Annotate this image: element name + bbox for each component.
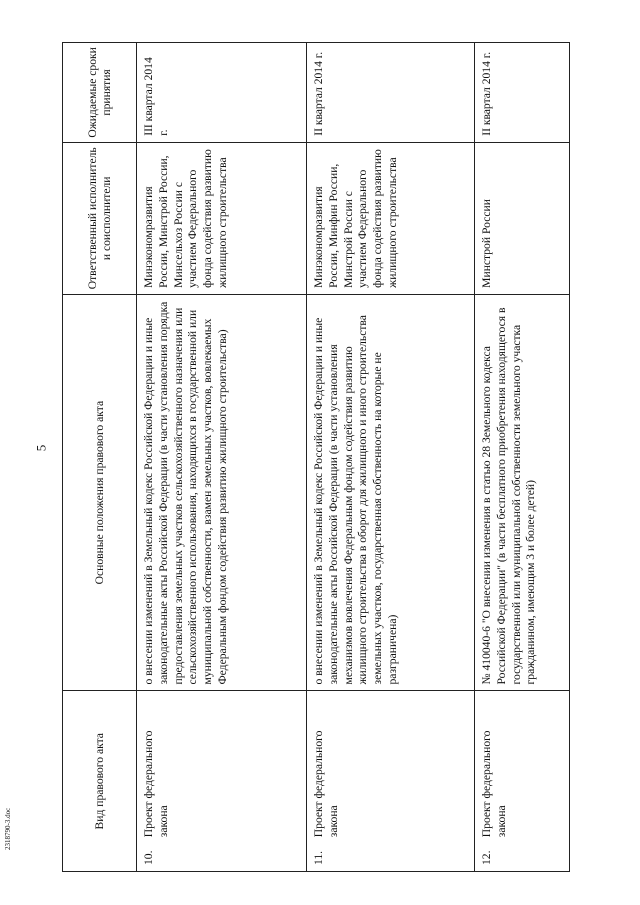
executor-cell: Минстрой России bbox=[475, 142, 570, 294]
provisions-cell: № 410040-6 "О внесении изменения в статью 28 Земельного кодекса Российской Федерации" (в части бесплатного приобретения находящегося в государственной или муниципальной собственности земельного участка гражданином, имеющим 3 и более детей) bbox=[475, 294, 570, 691]
deadline-cell: III квартал 2014 г. bbox=[137, 43, 307, 143]
row-number: 10. bbox=[142, 850, 155, 865]
act-kind-cell bbox=[475, 691, 570, 872]
act-kind: Проект федерального закона bbox=[480, 730, 508, 838]
page-number: 5 bbox=[33, 444, 49, 452]
executor-cell: Минэкономразвития России, Минстрой России, Минсельхоз России с участием Федерального фонда содействия развитию жилищного строительства bbox=[137, 142, 307, 294]
executor-cell: Минэкономразвития России, Минфин России, Минстрой России с участием Федерального фонда содействия развитию жилищного строительства bbox=[307, 142, 475, 294]
deadline-cell: II квартал 2014 г. bbox=[307, 43, 475, 143]
table-row bbox=[475, 43, 570, 872]
footer-doc-code: 2318790-3.doc bbox=[4, 807, 12, 850]
table-header-row bbox=[63, 43, 137, 872]
header-executor: Ответственный исполнитель и соисполнители bbox=[63, 142, 137, 294]
provisions-cell: о внесении изменений в Земельный кодекс Российской Федерации и иные законодательные акты Российской Федерации (в части установления порядка предоставления земельных участков сельскохозяйственного назначения или сельскохозяйственного использования, находящихся в государственной или муниципальной собственности, взамен земельных участков, вовлекаемых Федеральным фондом содействия развитию жилищного строительства) bbox=[137, 294, 307, 691]
legal-acts-table bbox=[62, 42, 570, 872]
row-number: 11. bbox=[312, 850, 325, 865]
provisions-cell: о внесении изменений в Земельный кодекс Российской Федерации и иные законодательные акты Российской Федерации (в части установления механизмов вовлечения Федеральным фондом содействия развитию жилищного строительства в оборот для жилищного и иного строительства земельных участков, государственная собственность на которые не разграничена) bbox=[307, 294, 475, 691]
table-row bbox=[137, 43, 307, 872]
act-kind-cell bbox=[307, 691, 475, 872]
row-number: 12. bbox=[480, 850, 493, 865]
header-act-kind: Вид правового акта bbox=[63, 691, 137, 872]
deadline-cell: II квартал 2014 г. bbox=[475, 43, 570, 143]
act-kind-cell bbox=[137, 691, 307, 872]
act-kind: Проект федерального закона bbox=[312, 730, 340, 838]
header-main-provisions: Основные положения правового акта bbox=[63, 294, 137, 691]
table-row bbox=[307, 43, 475, 872]
header-deadline: Ожидаемые сроки принятия bbox=[63, 43, 137, 143]
rotated-table-sheet bbox=[62, 42, 570, 872]
act-kind: Проект федерального закона bbox=[142, 730, 170, 838]
